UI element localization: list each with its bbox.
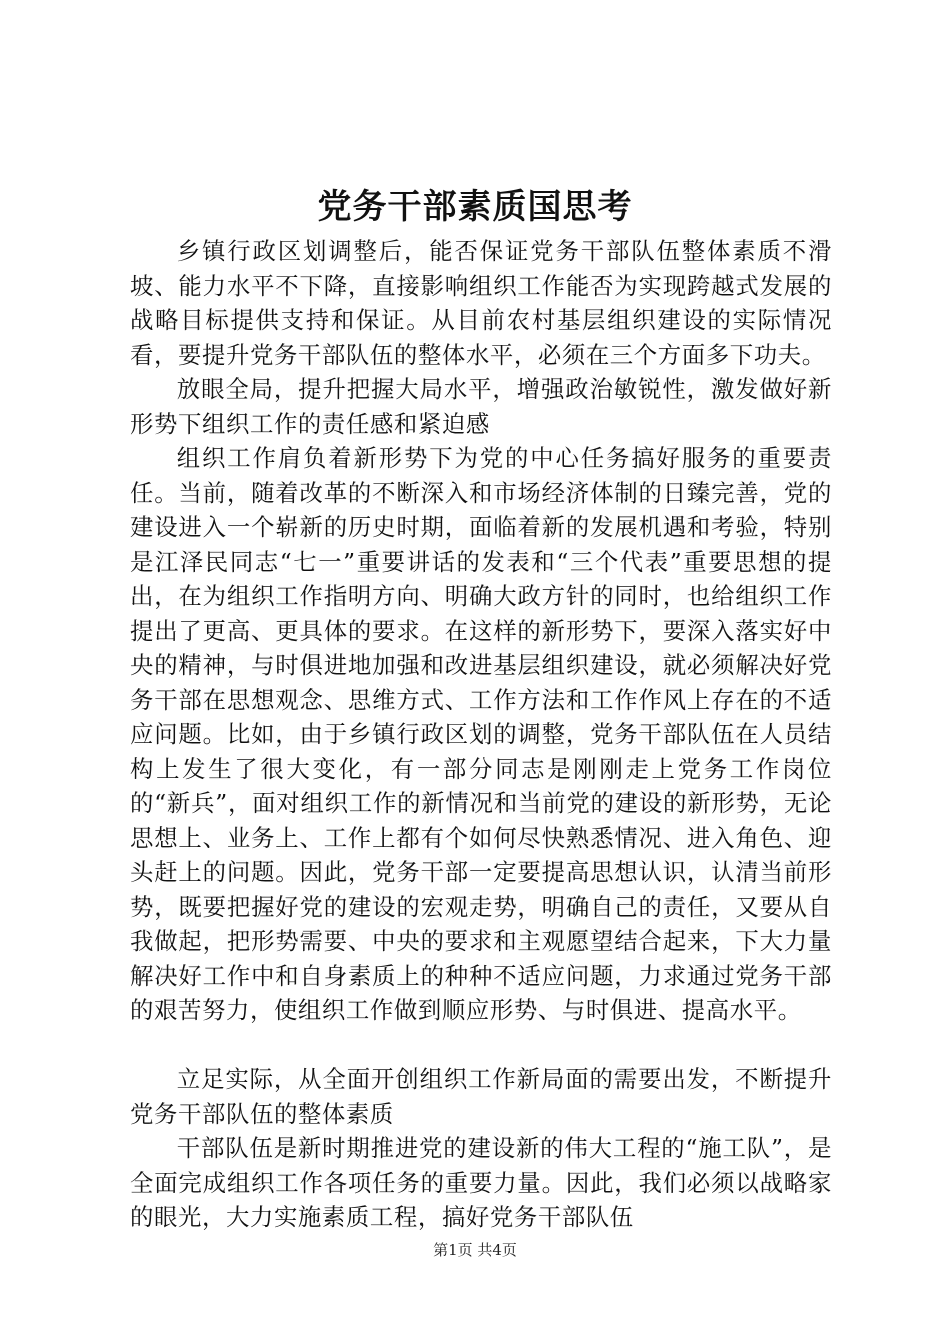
paragraph-body-1: 组织工作肩负着新形势下为党的中心任务搞好服务的重要责任。当前，随着改革的不断深入和市场经济体制的日臻完善，党的建设进入一个崭新的历史时期，面临着新的发展机遇和考验，特别是江泽民同志“七一”重要讲话的发表和“三个代表”重要思想的提出，在为组织工作指明方向、明确大政方针的同时，也给组织工作提出了更高、更具体的要求。在这样的新形势下，要深入落实好中央的精神，与时俱进地加强和改进基层组织建设，就必须解决好党务干部在思想观念、思维方式、工作方法和工作作风上存在的不适应问题。比如，由于乡镇行政区划的调整，党务干部队伍在人员结构上发生了很大变化，有一部分同志是刚刚走上党务工作岗位的“新兵”，面对组织工作的新情况和当前党的建设的新形势，无论思想上、业务上、工作上都有个如何尽快熟悉情况、进入角色、迎头赶上的问题。因此，党务干部一定要提高思想认识，认清当前形势，既要把握好党的建设的宏观走势，明确自己的责任，又要从自我做起，把形势需要、中央的要求和主观愿望结合起来，下大力量解决好工作中和自身素质上的种种不适应问题，力求通过党务干部的艰苦努力，使组织工作做到顺应形势、与时俱进、提高水平。 <box>130 444 832 1024</box>
paragraph-intro: 乡镇行政区划调整后，能否保证党务干部队伍整体素质不滑坡、能力水平不下降，直接影响组织工作能否为实现跨越式发展的战略目标提供支持和保证。从目前农村基层组织建设的实际情况看，要提升党务干部队伍的整体水平，必须在三个方面多下功夫。 <box>130 237 832 369</box>
document-body <box>130 234 832 1235</box>
paragraph-heading-1: 放眼全局，提升把握大局水平，增强政治敏锐性，激发做好新形势下组织工作的责任感和紧迫感 <box>130 375 832 438</box>
document-title: 党务干部素质国思考 <box>317 187 633 227</box>
page-footer: 第1页 共4页 <box>433 1241 517 1259</box>
paragraph-body-2: 干部队伍是新时期推进党的建设新的伟大工程的“施工队”，是全面完成组织工作各项任务的重要力量。因此，我们必须以战略家的眼光，大力实施素质工程，搞好党务干部队伍 <box>130 1134 832 1231</box>
paragraph-heading-2: 立足实际，从全面开创组织工作新局面的需要出发，不断提升党务干部队伍的整体素质 <box>130 1065 832 1128</box>
